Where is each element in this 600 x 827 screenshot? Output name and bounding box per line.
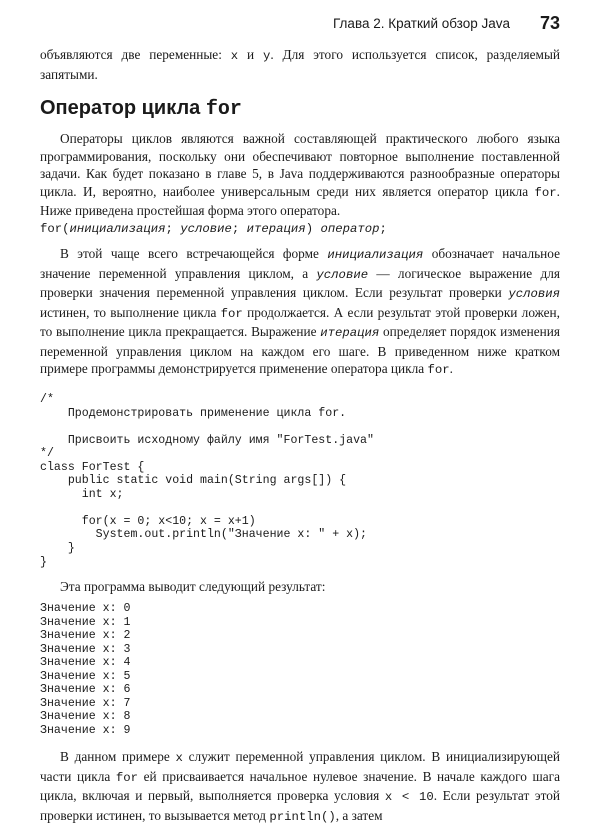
- output-line: Значение x: 7: [40, 696, 131, 710]
- output-line: Значение x: 5: [40, 669, 131, 683]
- intro-paragraph: объявляются две переменные: x и y. Для этого используется список, разделяемый запятыми.: [40, 47, 560, 82]
- code-line: class ForTest {: [40, 460, 145, 474]
- code-line: }: [40, 542, 75, 556]
- code-line: [40, 420, 374, 434]
- page-number: 73: [539, 13, 560, 33]
- code-x: x: [230, 49, 239, 63]
- code-line: }: [40, 555, 47, 569]
- code-line: [40, 501, 374, 515]
- code-listing: [40, 393, 374, 569]
- paragraph-loops: Операторы циклов являются важной составляющей практического любого языка программирования, поскольку они обеспечивают повторное выполнение поставленной задачи. Как будет показано в главе 5, в Java поддерживаются разнообразные операторы цикла. И, вероятно, наиболее универсальным среди них является оператор цикла for. Ниже приведена простейшая форма этого оператора.: [40, 131, 560, 218]
- paragraph-for-explanation: В этой чаще всего встречающейся форме инициализация обозначает начальное значение переменной управления циклом, а условие — логическое выражение для проверки значения переменной управления циклом. Если результат проверки условия истинен, то выполнение цикла for продолжается. А если результат этой проверки ложен, то выполнение цикла прекращается. Выражение итерация определяет порядок изменения переменной управления циклом на каждом его шаге. В приведенном ниже кратком примере программы демонстрируется применение оператора цикла for.: [40, 246, 560, 377]
- code-y: y: [262, 49, 271, 63]
- output-line: Значение x: 2: [40, 629, 131, 643]
- code-line: public static void main(String args[]) {: [40, 474, 347, 488]
- output-line: Значение x: 1: [40, 615, 131, 629]
- output-line: Значение x: 3: [40, 642, 131, 656]
- code-line: /*: [40, 393, 54, 406]
- running-header: [40, 14, 560, 34]
- program-output: [40, 602, 130, 737]
- output-line: Значение x: 6: [40, 683, 131, 697]
- output-line: Значение x: 4: [40, 656, 131, 670]
- for-syntax-line: for(инициализация; условие; итерация) оператор;: [40, 222, 387, 236]
- code-line: */: [40, 447, 54, 461]
- chapter-running-title: Глава 2. Краткий обзор Java: [333, 16, 510, 31]
- section-heading-keyword: for: [205, 98, 242, 121]
- code-for: for: [534, 185, 557, 200]
- output-line: Значение x: 8: [40, 710, 131, 724]
- output-intro: Эта программа выводит следующий результат:: [60, 579, 326, 594]
- section-heading: Оператор цикла for: [40, 97, 242, 121]
- code-line: Продемонстрировать применение цикла for.: [40, 406, 347, 420]
- output-line: Значение x: 9: [40, 723, 131, 737]
- code-line: for(x = 0; x<10; x = x+1): [40, 514, 256, 528]
- paragraph-example-explanation: В данном примере x служит переменной управления циклом. В инициализирующей части цикла for ей присваивается начальное нулевое значение. В начале каждого шага цикла, включая и первый, выполняется проверка условия x < 10. Если результат этой проверки истинен, то вызывается метод println(), а затем: [40, 749, 561, 824]
- code-line: Присвоить исходному файлу имя "ForTest.java": [40, 433, 374, 447]
- code-line: int x;: [40, 487, 124, 501]
- output-line: Значение x: 0: [40, 602, 131, 615]
- code-line: System.out.println("Значение x: " + x);: [40, 528, 367, 542]
